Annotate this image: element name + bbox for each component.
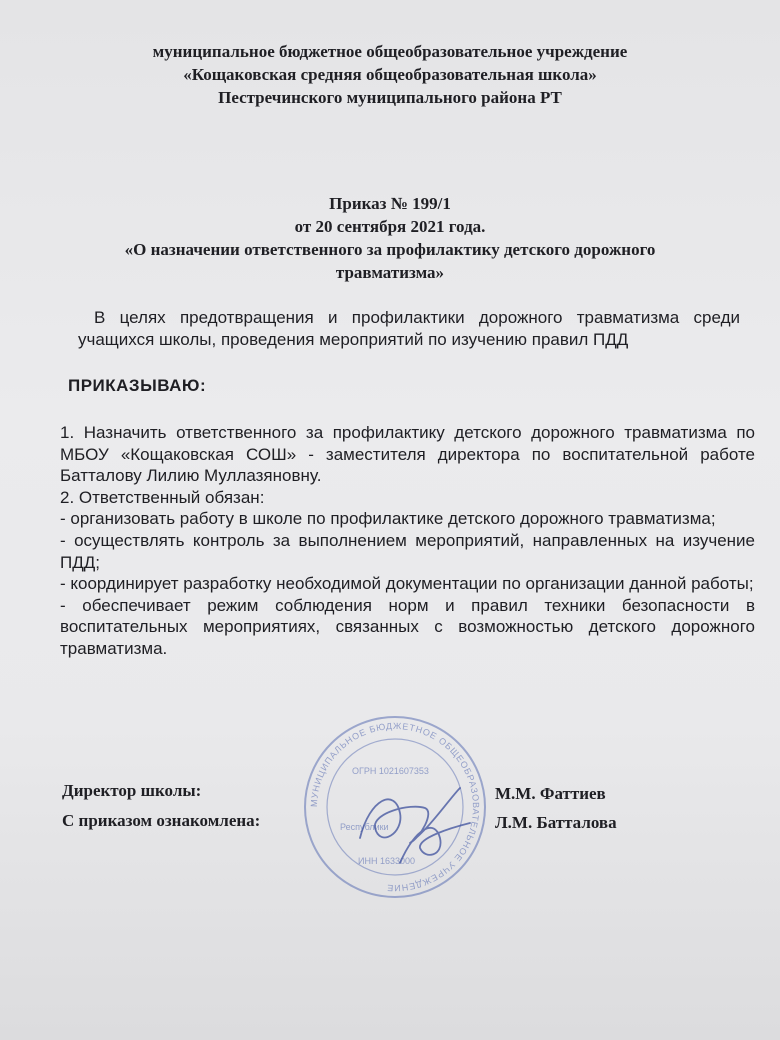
stamp-inn: ИНН 1633000 [358, 856, 416, 866]
order-item: - осуществлять контроль за выполнением мероприятий, направленных на изучение ПДД; [60, 530, 755, 572]
acknowledgement-name: Л.М. Батталова [495, 813, 617, 832]
order-item: - обеспечивает режим соблюдения норм и правил техники безопасности в воспитательных мероприятиях, связанных с возможностью детского дорожного травматизма. [60, 595, 755, 658]
institution-header [0, 40, 780, 109]
order-item: - организовать работу в школе по профилактике детского дорожного травматизма; [60, 509, 716, 529]
stamp-republic: Республики [340, 822, 389, 832]
preamble-paragraph: В целях предотвращения и профилактики дорожного травматизма среди учащихся школы, проведения мероприятий по изучению правил ПДД [78, 308, 740, 349]
order-item: 2. Ответственный обязан: [60, 487, 265, 507]
stamp-ogrn: ОГРН 1021607353 [352, 766, 429, 776]
order-items [60, 422, 755, 660]
handwritten-signature [340, 768, 490, 878]
order-title-line-1: «О назначении ответственного за профилактику детского дорожного [124, 240, 656, 259]
director-label: Директор школы: [62, 781, 202, 800]
decree-heading: ПРИКАЗЫВАЮ: [68, 376, 207, 395]
header-line-2: «Кощаковская средняя общеобразовательная школа» [183, 65, 597, 84]
acknowledgement-label: С приказом ознакомлена: [62, 811, 261, 830]
director-name: М.М. Фаттиев [495, 784, 606, 803]
stamp-outer-text: МУНИЦИПАЛЬНОЕ БЮДЖЕТНОЕ ОБЩЕОБРАЗОВАТЕЛЬНОЕ УЧРЕЖДЕНИЕ [308, 720, 482, 894]
order-title-line-2: травматизма» [335, 263, 445, 282]
order-heading [40, 192, 740, 284]
header-line-1: муниципальное бюджетное общеобразовательное учреждение [152, 42, 628, 61]
order-item: 1. Назначить ответственного за профилактику детского дорожного травматизма по МБОУ «Кощаковская СОШ» - заместителя директора по воспитательной работе Батталову Лилию Муллазяновну. [60, 423, 755, 486]
order-item: - координирует разработку необходимой документации по организации данной работы; [60, 574, 754, 594]
header-line-3: Пестречинского муниципального района РТ [218, 88, 562, 107]
order-date: от 20 сентября 2021 года. [294, 217, 486, 236]
order-number: Приказ № 199/1 [329, 194, 451, 213]
